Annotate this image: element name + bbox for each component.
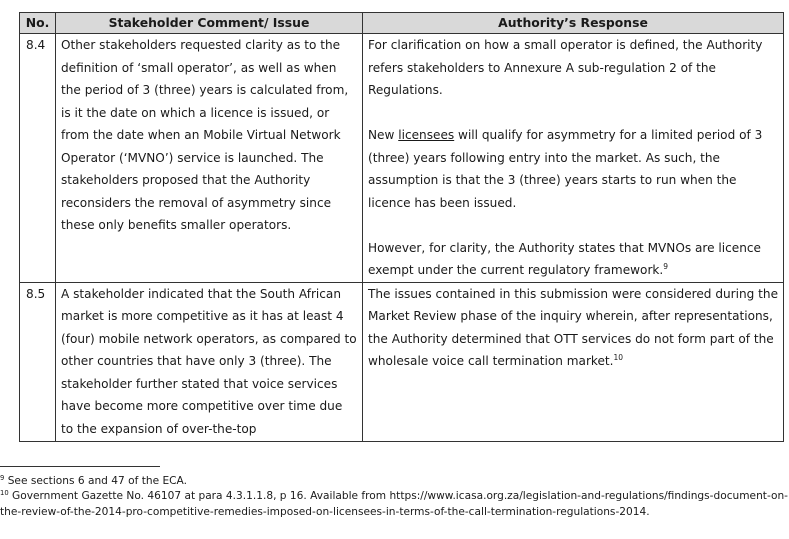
response-paragraph (368, 237, 779, 282)
response-paragraph: For clarification on how a small operator is defined, the Authority refers stakeholders to Annexure A sub-regulation 2 of the Regulations. (368, 38, 763, 97)
footnote-text: Government Gazette No. 46107 at para 4.3.1.1.8, p 16. Available from https://www.icasa.org.za/legislation-and-regulations/findings-document-on-the-review-of-the-2014-pro-competitive-remedies-imposed-on-licensees-in-terms-of-the-call-termination-regulations-2014. (0, 490, 788, 518)
row-number: 8.4 (20, 34, 56, 283)
response-text: However, for clarity, the Authority states that MVNOs are licence exempt under the current regulatory framework. (368, 240, 761, 277)
paragraph-gap (368, 214, 779, 237)
table-header-row (20, 13, 784, 34)
footnote-number: 10 (0, 489, 9, 497)
response-text: New (368, 128, 399, 142)
footnote-ref: 9 (663, 262, 669, 271)
response-text: The issues contained in this submission were considered during the Market Review phase of the inquiry wherein, after representations, the Authority determined that OTT services do not form part of the wholesale voice call termination market. (368, 286, 779, 368)
footnote-number: 9 (0, 474, 5, 482)
response-paragraph (368, 283, 779, 373)
authority-response (363, 34, 784, 283)
header-no: No. (20, 13, 56, 34)
footnote-text: See sections 6 and 47 of the ECA. (4, 475, 187, 487)
stakeholder-response-table (19, 12, 784, 442)
response-text: will qualify for asymmetry for a limited period of 3 (three) years following entry into the market. As such, the assumption is that the 3 (three) years starts to run when the licence has been issued. (368, 128, 763, 210)
header-comment: Stakeholder Comment/ Issue (56, 13, 363, 34)
paragraph-gap (368, 102, 779, 125)
row-number: 8.5 (20, 282, 56, 441)
underlined-term: licensees (398, 128, 455, 142)
response-paragraph (368, 124, 779, 214)
stakeholder-comment: Other stakeholders requested clarity as to the definition of ‘small operator’, as well as when the period of 3 (three) years is calculated from, is it the date on which a licence is issued, or from the date when an Mobile Virtual Network Operator (‘MVNO’) service is launched. The stakeholders proposed that the Authority reconsiders the removal of asymmetry since these only benefits smaller operators. (56, 34, 363, 283)
footnote (0, 473, 789, 489)
authority-response (363, 282, 784, 441)
footnote-ref: 10 (613, 353, 624, 362)
header-response: Authority’s Response (363, 13, 784, 34)
table-row (20, 282, 784, 441)
table-row (20, 34, 784, 283)
footnote-divider (0, 466, 160, 467)
stakeholder-comment: A stakeholder indicated that the South African market is more competitive as it has at least 4 (four) mobile network operators, as compared to other countries that have only 3 (three). The stakeholder further stated that voice services have become more competitive over time due to the expansion of over-the-top (56, 282, 363, 441)
footnote (0, 488, 789, 520)
